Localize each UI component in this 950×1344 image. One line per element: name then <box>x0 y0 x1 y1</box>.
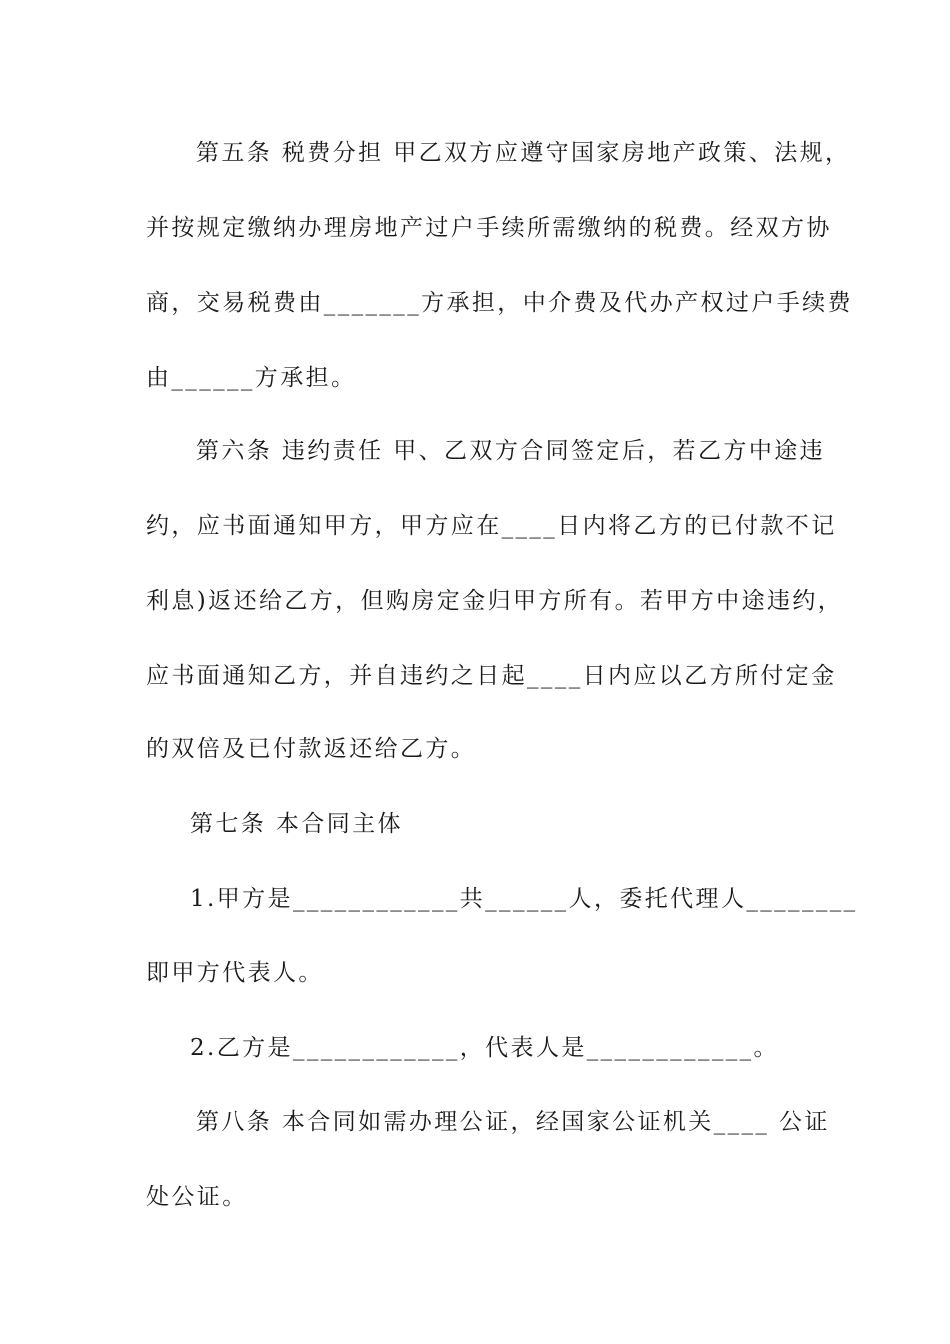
article-8-line-2: 处公证。 <box>146 1184 248 1210</box>
article-7-item-2: 2.乙方是____________，代表人是____________。 <box>190 1035 779 1061</box>
article-7-heading: 第七条 本合同主体 <box>190 811 403 837</box>
article-5-line-3: 商，交易税费由_______方承担，中介费及代办产权过户手续费 <box>146 290 853 316</box>
article-8-line-1: 第八条 本合同如需办理公证，经国家公证机关____ 公证 <box>196 1109 830 1135</box>
article-6-line-3: 利息)返还给乙方，但购房定金归甲方所有。若甲方中途违约， <box>146 588 844 614</box>
article-5-line-2: 并按规定缴纳办理房地产过户手续所需缴纳的税费。经双方协 <box>146 215 832 241</box>
article-6-line-5: 的双倍及已付款返还给乙方。 <box>146 736 477 762</box>
article-7-item-1-line-1: 1.甲方是____________共______人，委托代理人________ <box>190 886 858 912</box>
article-6-line-2: 约，应书面通知甲方，甲方应在____日内将乙方的已付款不记 <box>146 513 837 539</box>
article-5-line-1: 第五条 税费分担 甲乙双方应遵守国家房地产政策、法规， <box>196 140 851 166</box>
article-6-line-4: 应书面通知乙方，并自违约之日起____日内应以乙方所付定金 <box>146 663 837 689</box>
article-6-line-1: 第六条 违约责任 甲、乙双方合同签定后，若乙方中途违 <box>196 438 826 464</box>
article-5-line-4: 由______方承担。 <box>146 365 357 391</box>
article-7-item-1-line-2: 即甲方代表人。 <box>146 960 324 986</box>
